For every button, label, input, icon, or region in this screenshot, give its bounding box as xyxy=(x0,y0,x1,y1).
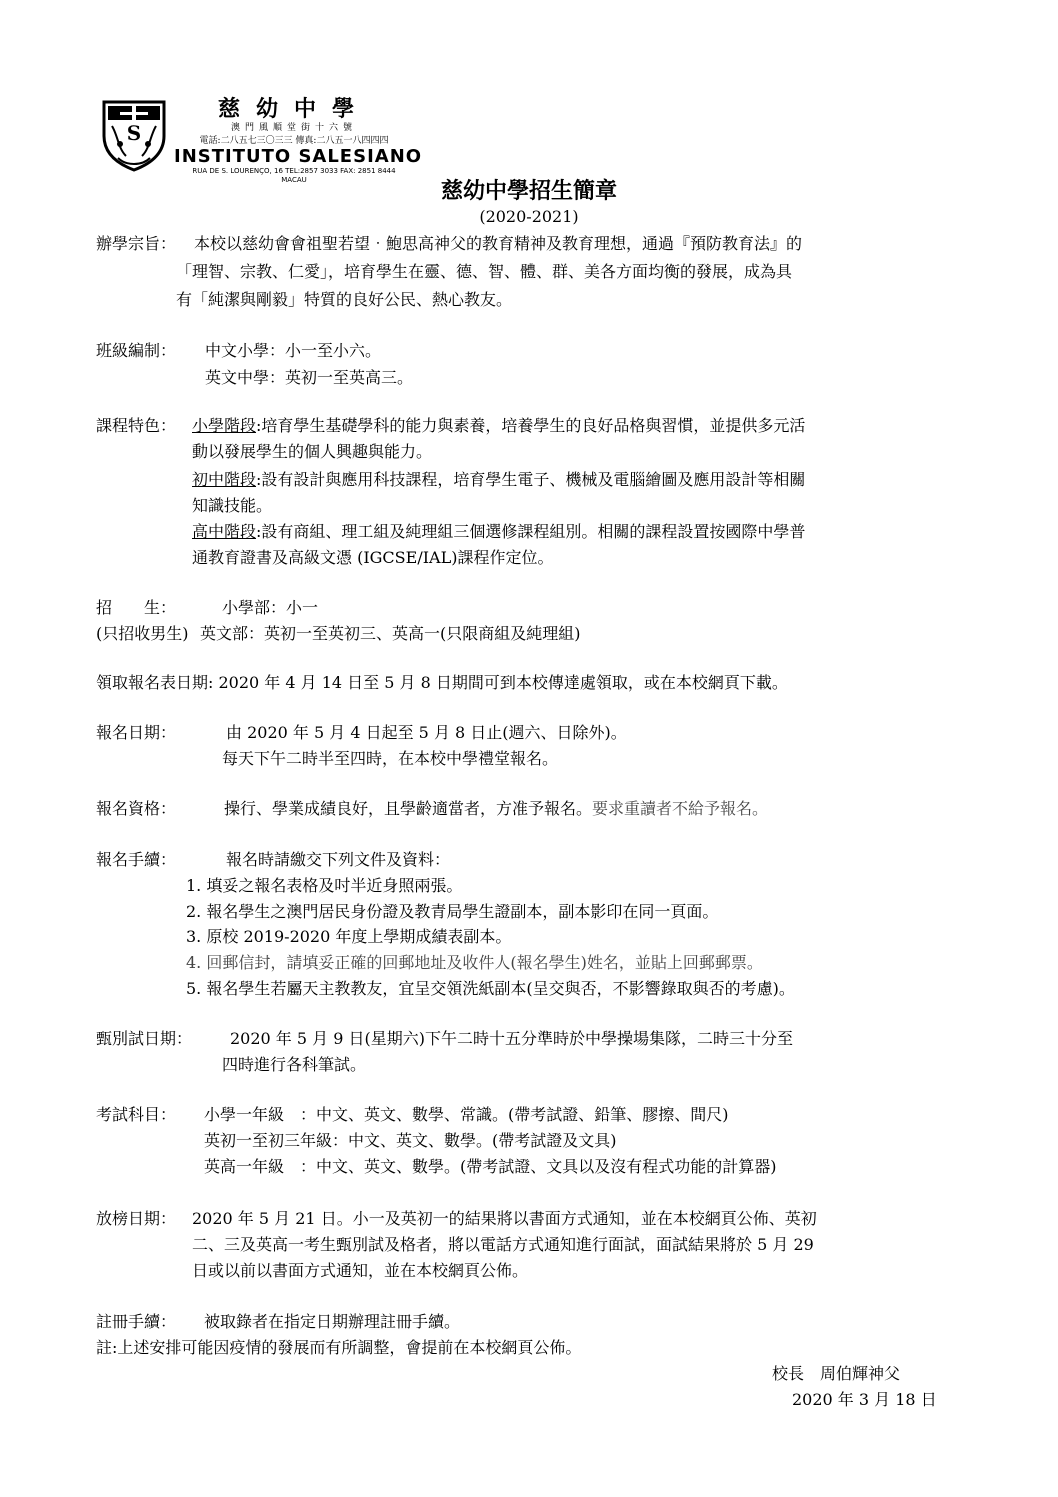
curriculum-primary xyxy=(192,414,805,438)
letterhead-school-name-cn: 慈幼中學 xyxy=(217,96,370,122)
curriculum-junior xyxy=(192,468,805,492)
svg-text:S: S xyxy=(126,121,142,145)
eligibility-text xyxy=(224,797,768,821)
subjects-label: 考試科目： xyxy=(96,1105,177,1124)
admission-primary: 小學部：小一 xyxy=(222,598,319,617)
subjects-line: 小學一年級 ：中文、英文、數學、常識。(帶考試證、鉛筆、膠擦、間尺) xyxy=(204,1105,729,1124)
curriculum-primary-text: :培育學生基礎學科的能力與素養，培養學生的良好品格與習慣，並提供多元活 xyxy=(256,416,806,435)
curriculum-primary-line2: 動以發展學生的個人興趣與能力。 xyxy=(192,442,433,461)
classes-line: 中文小學：小一至小六。 xyxy=(205,341,382,360)
procedure-item: 3. 原校 2019-2020 年度上學期成績表副本。 xyxy=(186,927,512,946)
letterhead xyxy=(174,96,423,185)
classes-line: 英文中學：英初一至英高三。 xyxy=(205,368,414,387)
form-collection-date: 領取報名表日期: 2020 年 4 月 14 日至 5 月 8 日期間可到本校傳達處領取，或在本校網頁下載。 xyxy=(96,673,788,692)
subjects-line: 英高一年級 ：中文、英文、數學。(帶考試證、文具以及沒有程式功能的計算器) xyxy=(204,1157,777,1176)
results-line: 2020 年 5 月 21 日。小一及英初一的結果將以書面方式通知，並在本校網頁公佈、英初 xyxy=(192,1209,817,1228)
registration-date-label: 報名日期： xyxy=(96,723,177,742)
academic-year: (2020-2021) xyxy=(479,207,579,226)
procedure-item: 2. 報名學生之澳門居民身份證及教青局學生證副本，副本影印在同一頁面。 xyxy=(186,902,719,921)
exam-date-line: 四時進行各科筆試。 xyxy=(222,1055,367,1074)
curriculum-senior xyxy=(192,520,805,544)
principal-signature: 校長 周伯輝神父 xyxy=(772,1364,901,1383)
admission-english: 英文部：英初一至英初三、英高一(只限商組及純理組) xyxy=(200,624,581,643)
curriculum-senior-text: :設有商組、理工組及純理組三個選修課程組別。相關的課程設置按國際中學普 xyxy=(256,522,806,541)
procedure-item: 1. 填妥之報名表格及吋半近身照兩張。 xyxy=(186,876,463,895)
mission-line: 本校以慈幼會會祖聖若望‧鮑思高神父的教育精神及教育理想，通過『預防教育法』的 xyxy=(194,234,803,253)
results-line: 二、三及英高一考生甄別試及格者，將以電話方式通知進行面試，面試結果將於 5 月 29 xyxy=(192,1235,814,1254)
admission-note: (只招收男生) xyxy=(96,624,189,643)
signature-date: 2020 年 3 月 18 日 xyxy=(792,1390,937,1409)
mission-line: 「理智、宗教、仁愛」，培育學生在靈、德、智、體、群、美各方面均衡的發展，成為具 xyxy=(176,262,793,281)
curriculum-senior-line2: 通教育證書及高級文憑 (IGCSE/IAL)課程作定位。 xyxy=(192,548,554,567)
curriculum-label: 課程特色： xyxy=(96,416,177,435)
school-crest-logo xyxy=(96,96,172,172)
procedure-item: 4. 回郵信封，請填妥正確的回郵地址及收件人(報名學生)姓名，並貼上回郵郵票。 xyxy=(186,953,763,972)
registration-date-line: 由 2020 年 5 月 4 日起至 5 月 8 日止(週六、日除外)。 xyxy=(226,723,627,742)
curriculum-senior-label: 高中階段 xyxy=(192,522,257,541)
mission-label: 辦學宗旨： xyxy=(96,234,177,253)
letterhead-tel-cn: 電話:二八五七三〇三三 傳真:二八五一八四四四 xyxy=(199,136,389,146)
classes-label: 班級編制： xyxy=(96,341,177,360)
letterhead-address-pt: RUA DE S. LOURENÇO, 16 TEL:2857 3033 FAX: 2851 8444 xyxy=(192,167,396,175)
procedure-item: 5. 報名學生若屬天主教教友，宜呈交領洗紙副本(呈交與否，不影響錄取與否的考慮)。 xyxy=(186,979,795,998)
exam-date-label: 甄別試日期： xyxy=(96,1029,193,1048)
letterhead-school-name-pt: INSTITUTO SALESIANO xyxy=(174,146,423,167)
eligibility-main: 操行、學業成績良好，且學齡適當者，方准予報名。 xyxy=(224,799,593,818)
enrolment-label: 註冊手續： xyxy=(96,1312,177,1331)
enrolment-text: 被取錄者在指定日期辦理註冊手續。 xyxy=(204,1312,461,1331)
page-title: 慈幼中學招生簡章 xyxy=(440,178,617,204)
footnote: 註:上述安排可能因疫情的發展而有所調整，會提前在本校網頁公佈。 xyxy=(96,1338,582,1357)
eligibility-repeat-note: 要求重讀者不給予報名。 xyxy=(592,799,769,818)
mission-line: 有「純潔與剛毅」特質的良好公民、熱心教友。 xyxy=(176,290,513,309)
results-line: 日或以前以書面方式通知，並在本校網頁公佈。 xyxy=(192,1261,529,1280)
results-label: 放榜日期： xyxy=(96,1209,177,1228)
procedure-intro: 報名時請繳交下列文件及資料： xyxy=(226,850,451,869)
eligibility-label: 報名資格： xyxy=(96,799,177,818)
letterhead-city: MACAU xyxy=(281,176,307,184)
letterhead-address-cn: 澳門風順堂街十六號 xyxy=(230,123,357,133)
exam-date-line: 2020 年 5 月 9 日(星期六)下午二時十五分準時於中學操場集隊，二時三十分至 xyxy=(230,1029,793,1048)
procedure-label: 報名手續： xyxy=(96,850,177,869)
subjects-line: 英初一至初三年級：中文、英文、數學。(帶考試證及文具) xyxy=(204,1131,617,1150)
registration-date-line: 每天下午二時半至四時，在本校中學禮堂報名。 xyxy=(222,749,559,768)
curriculum-junior-text: :設有設計與應用科技課程，培育學生電子、機械及電腦繪圖及應用設計等相關 xyxy=(256,470,806,489)
curriculum-primary-label: 小學階段 xyxy=(192,416,257,435)
curriculum-junior-label: 初中階段 xyxy=(192,470,257,489)
admission-label: 招 生： xyxy=(96,598,177,617)
curriculum-junior-line2: 知識技能。 xyxy=(192,496,273,515)
